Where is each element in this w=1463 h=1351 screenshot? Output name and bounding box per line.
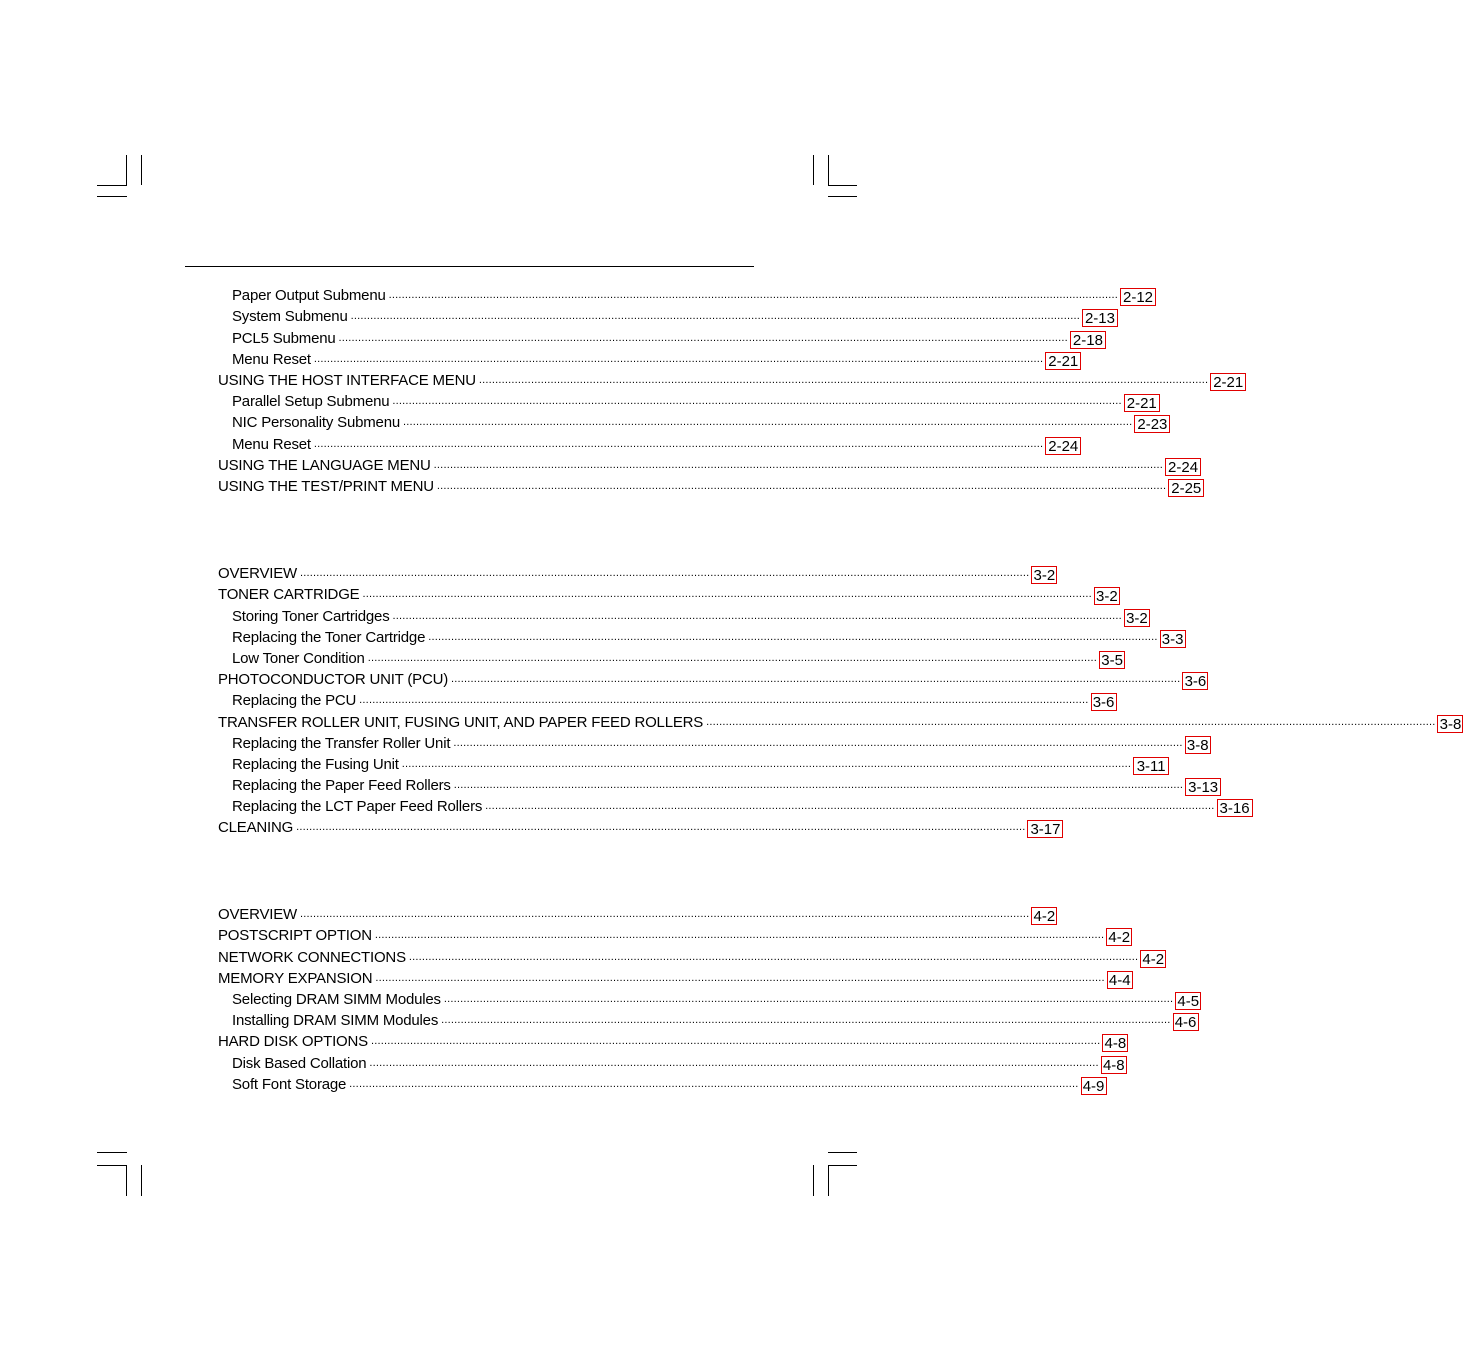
toc-entry[interactable] (218, 348, 1079, 370)
toc-entry[interactable] (218, 903, 1056, 926)
crop-mark (828, 1152, 857, 1153)
toc-page-link[interactable]: 2-23 (1134, 415, 1170, 433)
toc-entry[interactable] (218, 562, 1056, 585)
dot-leader: ................................................................................................................................................................................................................................ (392, 395, 1122, 408)
toc-entry-label: TRANSFER ROLLER UNIT, FUSING UNIT, AND PAPER FEED ROLLERS (218, 713, 704, 731)
toc-page-link[interactable]: 2-21 (1124, 394, 1160, 412)
dot-leader: ................................................................................................................................................................................................................................ (453, 736, 1183, 749)
toc-entry[interactable] (218, 1030, 1127, 1053)
dot-leader: ................................................................................................................................................................................................................................ (359, 694, 1089, 707)
toc-entry[interactable] (218, 816, 1061, 839)
crop-mark (141, 1165, 142, 1196)
toc-entry-label: OVERVIEW (218, 565, 297, 583)
toc-entry[interactable] (218, 924, 1131, 947)
dot-leader: ................................................................................................................................................................................................................................ (436, 479, 1167, 492)
toc-entry[interactable] (218, 284, 1154, 307)
crop-mark (126, 1165, 127, 1196)
toc-page-link[interactable]: 4-4 (1107, 971, 1133, 989)
dot-leader: ................................................................................................................................................................................................................................ (370, 1035, 1101, 1048)
toc-entry-label: Storing Toner Cartridges (232, 607, 390, 625)
dot-leader: ................................................................................................................................................................................................................................ (451, 673, 1181, 686)
toc-entry-label: Parallel Setup Submenu (232, 393, 390, 411)
crop-mark (141, 155, 142, 185)
crop-mark (126, 155, 127, 185)
toc-entry[interactable] (218, 967, 1131, 989)
dot-leader: ................................................................................................................................................................................................................................ (478, 373, 1209, 386)
toc-entry-label: USING THE HOST INTERFACE MENU (218, 371, 476, 389)
dot-leader: ................................................................................................................................................................................................................................ (433, 458, 1164, 471)
crop-mark (828, 1165, 829, 1196)
toc-entry-label: Replacing the PCU (232, 692, 357, 710)
toc-entry-label: Installing DRAM SIMM Modules (232, 1012, 439, 1030)
dot-leader: ................................................................................................................................................................................................................................ (428, 630, 1158, 643)
crop-mark (828, 1165, 857, 1166)
toc-page-link[interactable]: 4-8 (1101, 1056, 1127, 1074)
toc-entry[interactable] (218, 753, 1166, 775)
toc-entry[interactable] (218, 710, 1462, 733)
dot-leader: ................................................................................................................................................................................................................................ (408, 950, 1139, 963)
toc-entry-label: System Submenu (232, 308, 348, 326)
toc-entry[interactable] (218, 583, 1118, 606)
toc-page-link[interactable]: 3-17 (1027, 820, 1063, 838)
dot-leader: ................................................................................................................................................................................................................................ (349, 1077, 1079, 1090)
toc-page-link[interactable]: 3-2 (1094, 587, 1120, 605)
toc-entry[interactable] (218, 795, 1250, 818)
dot-leader: ................................................................................................................................................................................................................................ (299, 908, 1030, 921)
dot-leader: ................................................................................................................................................................................................................................ (485, 800, 1215, 813)
toc-entry[interactable] (218, 454, 1199, 476)
crop-mark (97, 185, 127, 186)
toc-entry[interactable] (218, 326, 1103, 349)
dot-leader: ................................................................................................................................................................................................................................ (374, 929, 1105, 942)
toc-entry[interactable] (218, 626, 1184, 648)
toc-entry[interactable] (218, 988, 1200, 1010)
toc-entry-label: PCL5 Submenu (232, 329, 336, 347)
toc-entry[interactable] (218, 732, 1209, 754)
toc-page-link[interactable]: 3-6 (1091, 693, 1117, 711)
dot-leader: ................................................................................................................................................................................................................................ (299, 567, 1030, 580)
toc-entry[interactable] (218, 774, 1219, 797)
toc-entry-label: Replacing the Fusing Unit (232, 755, 399, 773)
dot-leader: ................................................................................................................................................................................................................................ (375, 971, 1105, 984)
toc-entry[interactable] (218, 1009, 1197, 1032)
crop-mark (813, 1165, 814, 1196)
toc-entry-label: Menu Reset (232, 350, 311, 368)
dot-leader: ................................................................................................................................................................................................................................ (392, 609, 1122, 622)
toc-entry[interactable] (218, 432, 1079, 455)
toc-page-link[interactable]: 2-21 (1045, 352, 1081, 370)
crop-mark (828, 196, 857, 197)
toc-page-link[interactable]: 3-3 (1160, 630, 1186, 648)
dot-leader: ................................................................................................................................................................................................................................ (443, 992, 1174, 1005)
dot-leader: ................................................................................................................................................................................................................................ (296, 821, 1026, 834)
toc-page-link[interactable]: 3-6 (1182, 672, 1208, 690)
toc-page-link[interactable]: 4-2 (1140, 950, 1166, 968)
toc-entry-label: TONER CARTRIDGE (218, 586, 360, 604)
toc-page-link[interactable]: 3-13 (1185, 778, 1221, 796)
dot-leader: ................................................................................................................................................................................................................................ (367, 651, 1098, 664)
toc-entry[interactable] (218, 475, 1202, 497)
toc-page-link[interactable]: 2-21 (1210, 373, 1246, 391)
dot-leader: ................................................................................................................................................................................................................................ (313, 437, 1044, 450)
toc-entry[interactable] (218, 604, 1148, 627)
crop-mark (813, 155, 814, 185)
toc-entry-label: MEMORY EXPANSION (218, 969, 373, 987)
dot-leader: ................................................................................................................................................................................................................................ (313, 352, 1044, 365)
toc-entry[interactable] (218, 1073, 1105, 1095)
toc-entry-label: Selecting DRAM SIMM Modules (232, 990, 441, 1008)
crop-mark (828, 155, 829, 185)
dot-leader: ................................................................................................................................................................................................................................ (369, 1056, 1099, 1069)
dot-leader: ................................................................................................................................................................................................................................ (350, 310, 1080, 323)
toc-page-link[interactable]: 4-9 (1081, 1077, 1107, 1095)
toc-entry-label: OVERVIEW (218, 906, 297, 924)
toc-entry-label: Low Toner Condition (232, 649, 365, 667)
toc-page-link[interactable]: 4-2 (1106, 928, 1132, 946)
toc-page-link[interactable]: 2-12 (1120, 288, 1156, 306)
toc-entry-label: Replacing the Paper Feed Rollers (232, 777, 451, 795)
toc-entry-label: HARD DISK OPTIONS (218, 1033, 368, 1051)
toc-page-link[interactable]: 2-24 (1165, 458, 1201, 476)
dot-leader: ................................................................................................................................................................................................................................ (401, 757, 1132, 770)
dot-leader: ................................................................................................................................................................................................................................ (706, 715, 1436, 728)
toc-entry-label: USING THE LANGUAGE MENU (218, 456, 431, 474)
toc-entry-label: Soft Font Storage (232, 1075, 347, 1093)
toc-section-chapter-4 (218, 903, 1200, 1095)
crop-mark (97, 1152, 127, 1153)
dot-leader: ................................................................................................................................................................................................................................ (362, 588, 1092, 601)
dot-leader: ................................................................................................................................................................................................................................ (453, 779, 1184, 792)
toc-page-link[interactable]: 3-11 (1133, 757, 1169, 775)
toc-entry[interactable] (218, 369, 1244, 391)
toc-page-link[interactable]: 2-13 (1082, 309, 1118, 327)
toc-entry-label: POSTSCRIPT OPTION (218, 927, 372, 945)
toc-entry-label: CLEANING (218, 819, 294, 837)
toc-page-link[interactable]: 3-8 (1437, 715, 1463, 733)
dot-leader: ................................................................................................................................................................................................................................ (441, 1014, 1171, 1027)
toc-entry-label: Replacing the Toner Cartridge (232, 628, 426, 646)
toc-entry[interactable] (218, 1051, 1125, 1074)
toc-entry[interactable] (218, 668, 1207, 691)
toc-page-link[interactable]: 2-25 (1168, 479, 1204, 497)
toc-entry-label: Disk Based Collation (232, 1054, 367, 1072)
crop-mark (97, 1165, 127, 1166)
toc-page-link[interactable]: 3-2 (1124, 609, 1150, 627)
toc-entry[interactable] (218, 390, 1157, 413)
toc-section-chapter-3 (218, 562, 1462, 839)
toc-entry-label: Replacing the LCT Paper Feed Rollers (232, 798, 483, 816)
toc-entry-label: NETWORK CONNECTIONS (218, 948, 406, 966)
toc-page-link[interactable]: 3-5 (1099, 651, 1125, 669)
toc-entry[interactable] (218, 689, 1115, 712)
toc-page-link[interactable]: 4-8 (1102, 1034, 1128, 1052)
toc-entry-label: NIC Personality Submenu (232, 414, 400, 432)
toc-page-link[interactable]: 3-2 (1031, 566, 1057, 584)
toc-section-chapter-2 (218, 284, 1244, 497)
crop-mark (97, 196, 127, 197)
crop-mark (828, 185, 857, 186)
dot-leader: ................................................................................................................................................................................................................................ (388, 289, 1118, 302)
dot-leader: ................................................................................................................................................................................................................................ (402, 416, 1133, 429)
toc-page-link[interactable]: 3-16 (1217, 799, 1253, 817)
toc-entry[interactable] (218, 945, 1165, 968)
header-rule (185, 266, 754, 267)
toc-entry[interactable] (218, 305, 1115, 328)
toc-entry-label: Replacing the Transfer Roller Unit (232, 734, 451, 752)
toc-page-link[interactable]: 3-8 (1185, 736, 1211, 754)
toc-page-link[interactable]: 4-2 (1031, 907, 1057, 925)
dot-leader: ................................................................................................................................................................................................................................ (338, 331, 1068, 344)
toc-entry-label: PHOTOCONDUCTOR UNIT (PCU) (218, 671, 449, 689)
toc-entry-label: Menu Reset (232, 435, 311, 453)
toc-page-link[interactable]: 2-18 (1070, 331, 1106, 349)
toc-page-link[interactable]: 2-24 (1045, 437, 1081, 455)
toc-entry[interactable] (218, 647, 1123, 669)
toc-entry-label: USING THE TEST/PRINT MENU (218, 477, 434, 495)
toc-entry-label: Paper Output Submenu (232, 287, 386, 305)
toc-entry[interactable] (218, 411, 1168, 434)
toc-page-link[interactable]: 4-6 (1173, 1013, 1199, 1031)
toc-page-link[interactable]: 4-5 (1175, 992, 1201, 1010)
